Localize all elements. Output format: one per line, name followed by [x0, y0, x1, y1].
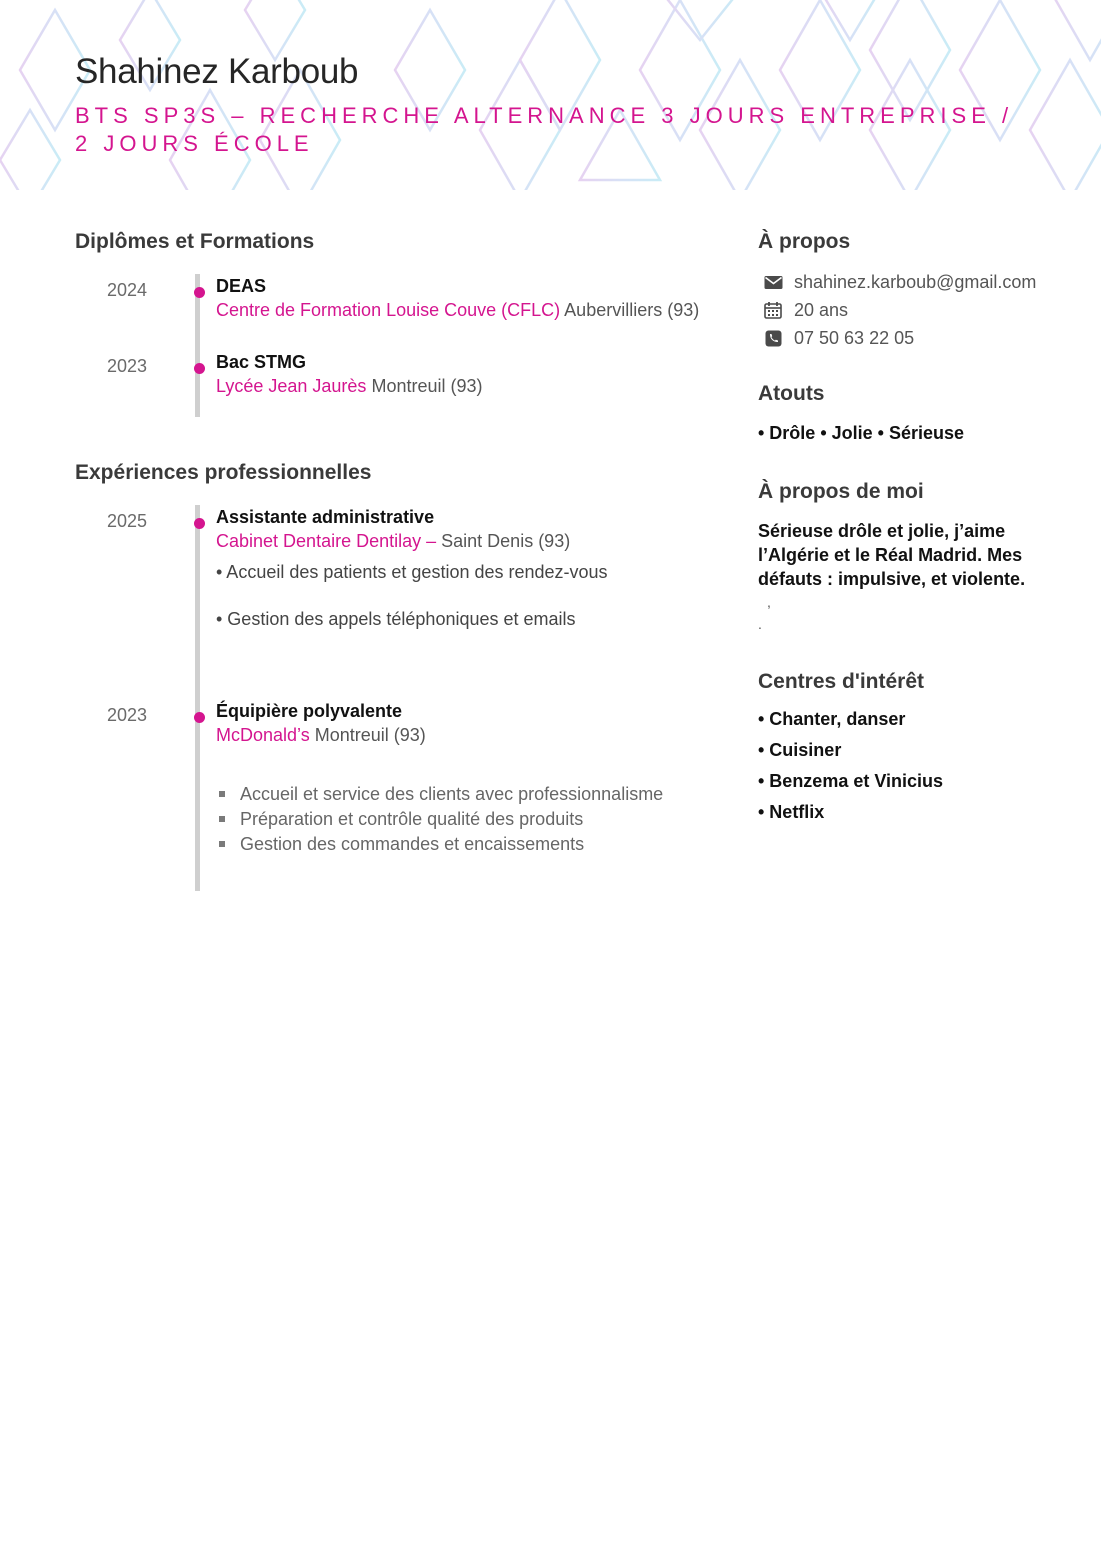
experience-role: Équipière polyvalente — [216, 701, 403, 721]
interests-section-title: Centres d'intérêt — [758, 670, 925, 693]
education-school: Lycée Jean Jaurès — [216, 376, 367, 396]
assets-list: • Drôle • Jolie • Sérieuse — [758, 423, 964, 443]
education-location: Aubervilliers (93) — [564, 300, 700, 320]
job-search-subtitle — [75, 102, 1035, 158]
subtitle-line-1: BTS SP3S – RECHERCHE ALTERNANCE 3 JOURS ENTREPRISE / — [75, 103, 1014, 128]
cv-header — [75, 50, 1035, 158]
side-column — [758, 228, 1058, 828]
experience-task-list — [216, 782, 715, 857]
education-section-title: Diplômes et Formations — [75, 230, 315, 253]
about-me-section-title: À propos de moi — [758, 480, 924, 503]
phone-text: 07 50 63 22 05 — [794, 327, 915, 348]
main-column — [75, 228, 715, 891]
age-row — [758, 296, 1058, 324]
experience-task: Préparation et contrôle qualité des produits — [216, 807, 715, 832]
candidate-name: Shahinez Karboub — [75, 52, 359, 91]
experience-item — [75, 505, 715, 699]
timeline-dot — [194, 712, 205, 723]
stray-dot: . — [758, 616, 762, 632]
experience-company: Cabinet Dentaire Dentilay – — [216, 531, 437, 551]
experience-item — [75, 699, 715, 857]
calendar-icon — [762, 299, 784, 321]
experience-timeline — [75, 505, 715, 891]
experience-task: • Accueil des patients et gestion des rendez-vous — [216, 562, 608, 582]
education-school-line — [216, 298, 715, 322]
education-degree: Bac STMG — [216, 352, 307, 372]
interest-item: • Netflix — [758, 802, 825, 822]
experience-task: Accueil et service des clients avec professionnalisme — [216, 782, 715, 807]
experience-section-title: Expériences professionnelles — [75, 461, 372, 484]
about-me-line: Sérieuse drôle et jolie, j’aime — [758, 521, 1006, 541]
experience-location: Montreuil (93) — [314, 725, 426, 745]
phone-row — [758, 324, 1058, 352]
age-text: 20 ans — [794, 299, 849, 320]
timeline-dot — [194, 287, 205, 298]
education-location: Montreuil (93) — [371, 376, 483, 396]
contact-info — [758, 268, 1058, 352]
interests-list — [758, 704, 1058, 828]
stray-comma: , — [767, 594, 771, 610]
timeline-dot — [194, 363, 205, 374]
experience-role: Assistante administrative — [216, 507, 435, 527]
experience-task: Gestion des commandes et encaissements — [216, 832, 715, 857]
about-me-line: l’Algérie et le Réal Madrid. Mes — [758, 545, 1023, 565]
education-item — [75, 274, 715, 350]
experience-company-line — [216, 723, 715, 747]
experience-company: McDonald’s — [216, 725, 310, 745]
email-text: shahinez.karboub@gmail.com — [794, 271, 1037, 292]
interest-item: • Benzema et Vinicius — [758, 771, 944, 791]
interest-item: • Cuisiner — [758, 740, 842, 760]
experience-task: • Gestion des appels téléphoniques et emails — [216, 609, 576, 629]
education-school-line — [216, 374, 715, 398]
education-degree: DEAS — [216, 276, 267, 296]
email-row — [758, 268, 1058, 296]
education-year: 2024 — [107, 280, 148, 300]
assets-section-title: Atouts — [758, 382, 825, 405]
about-me-text — [758, 519, 1058, 635]
timeline-dot — [194, 518, 205, 529]
interest-item: • Chanter, danser — [758, 709, 906, 729]
education-year: 2023 — [107, 356, 148, 376]
experience-year: 2023 — [107, 705, 148, 725]
experience-year: 2025 — [107, 511, 148, 531]
education-school: Centre de Formation Louise Couve (CFLC) — [216, 300, 561, 320]
phone-icon — [762, 327, 784, 349]
experience-company-line — [216, 529, 715, 553]
education-item — [75, 350, 715, 398]
education-timeline — [75, 274, 715, 417]
envelope-icon — [762, 271, 784, 293]
subtitle-line-2: 2 JOURS ÉCOLE — [75, 131, 314, 156]
about-section-title: À propos — [758, 230, 851, 253]
experience-location: Saint Denis (93) — [441, 531, 571, 551]
about-me-line: défauts : impulsive, et violente. — [758, 569, 1026, 589]
